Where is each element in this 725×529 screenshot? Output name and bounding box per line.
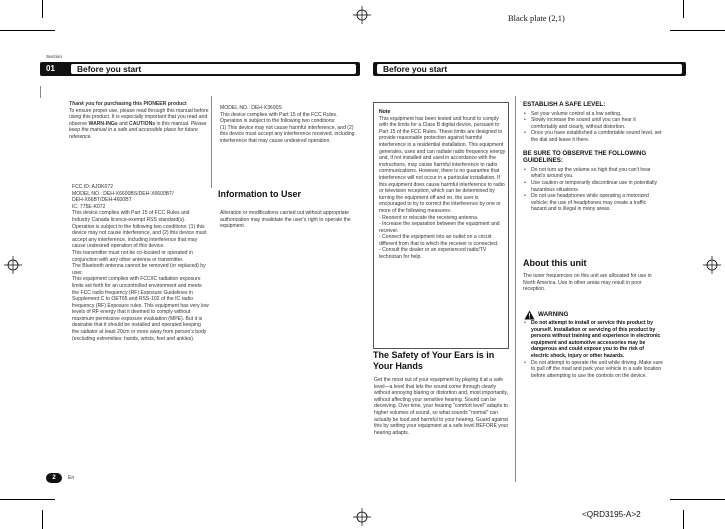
model-block bbox=[220, 105, 358, 145]
intro-thanks-line bbox=[69, 101, 209, 108]
fcc-line: The Bluetooth antenna cannot be removed (or replaced) by user. bbox=[72, 263, 206, 276]
list-item: • Set your volume control at a low setting. bbox=[523, 111, 663, 118]
crop-mark bbox=[670, 30, 725, 31]
note-measure: - Reorient or relocate the receiving antenna. bbox=[379, 214, 479, 221]
registration-mark-icon bbox=[353, 508, 371, 526]
safety-heading: The Safety of Your Ears is in Your Hands bbox=[373, 350, 495, 371]
footer-code: <QRD3195-A>2 bbox=[582, 510, 641, 519]
intro-cautions: CAUTIONs bbox=[129, 120, 156, 127]
fcc-line: This device complies with Part 15 of FCC Rules and Industry Canada licence-exempt RSS standard(s). Operation is subject to the following two conditions: (1) this device may not cause interference, and (2) this device must accept any interference, including interference that may cause undesired operation of this device. bbox=[72, 210, 207, 250]
list-item: • Do not turn up the volume so high that you can't hear what's around you. bbox=[523, 167, 663, 180]
section-number: 01 bbox=[46, 64, 55, 73]
observe-list bbox=[523, 167, 663, 213]
column-divider bbox=[211, 96, 212, 188]
about-unit-body: The tuner frequencies on this unit are allocated for use in North America. Use in other areas may result in poor reception. bbox=[523, 273, 652, 293]
warning-item-bold: Do not attempt to install or service this product by yourself. Installation or servicing of this product by persons without training and experience in electronic equipment and automotive accessories may be dangerous and could expose you to the risk of electric shock, injury or other hazards. bbox=[531, 320, 661, 359]
intro-block bbox=[69, 101, 209, 141]
intro-thanks: Thank you bbox=[69, 101, 95, 107]
list-item: • Slowly increase the sound until you can hear it comfortably and clearly, without distortion. bbox=[523, 117, 663, 130]
section-label: Section bbox=[46, 55, 62, 60]
list-item: • Do not attempt to operate the unit while driving. Make sure to pull off the road and park your vehicle in a safe location before attempting to use the controls on the device. bbox=[523, 360, 663, 380]
section-header-right bbox=[373, 62, 686, 76]
crop-mark bbox=[683, 0, 684, 18]
crop-mark bbox=[0, 499, 55, 500]
observe-heading: BE SURE TO OBSERVE THE FOLLOWING GUIDELINES: bbox=[523, 149, 647, 165]
note-body: This equipment has been tested and found to comply with the limits for a Class B digital device, pursuant to Part 15 of the FCC Rules. These limits are designed to provide reasonable protection against harmful interference in a residential installation. This equipment generates, uses and can radiate radio frequency energy and, if not installed and used in accordance with the instructions, may cause harmful interference to radio communications. However, there is no guarantee that interference will not occur in a particular installation. If this equipment does cause harmful interference to radio or television reception, which can be determined by turning the equipment off and on, the user is encouraged to try to correct the interference by one or more of the following measures: bbox=[379, 115, 506, 214]
crop-mark bbox=[42, 0, 43, 18]
fcc-block bbox=[72, 184, 209, 342]
note-measure: - Consult the dealer or an experienced radio/TV technician for help. bbox=[379, 247, 487, 261]
intro-warnings: WARN-INGs bbox=[88, 120, 118, 127]
intro-text: To ensure proper use, please read through this manual before using this product. It is especially important that you read and observe bbox=[69, 107, 209, 127]
fcc-line: This equipment complies with FCC/IC radiation exposure limits set forth for an uncontrolled environment and meets the FCC radio frequency (RF) Exposure Guidelines in Supplement C to OET65 and RSS-102 of the IC radio frequency (RF) Exposure rules. This equipment has very low levels of RF energy that it deemed to comply without maximum permissive exposure evaluation (MPE). But it is desirable that it should be installed and operated keeping the radiator at least 20cm or more away from person's body (excluding extremities: hands, wrists, feet and ankles). bbox=[72, 276, 209, 342]
list-item: • Do not use headphones while operating a motorized vehicle; the use of headphones may create a traffic hazard and is illegal in many areas. bbox=[523, 193, 663, 213]
model-line: (1) This device may not cause harmful interference, and (2) this device must accept any interference received, including interference that may cause undesired operation. bbox=[220, 124, 355, 144]
fcc-line: FCC ID: AJDK072 bbox=[72, 184, 114, 190]
warning-triangle-icon bbox=[524, 310, 535, 320]
registration-mark-icon bbox=[353, 6, 371, 24]
fcc-line: MODEL NO.: DEH-X6600BS/DEH-X6600BT/ bbox=[72, 190, 174, 197]
establish-heading: ESTABLISH A SAFE LEVEL: bbox=[523, 101, 606, 108]
note-measure: - Increase the separation between the equipment and receiver. bbox=[379, 221, 500, 234]
column-divider bbox=[40, 86, 41, 98]
warning-block bbox=[523, 320, 663, 379]
section-title-right: Before you start bbox=[383, 64, 448, 74]
info-to-user-body: Alteration or modifications carried out without appropriate authorization may invalidate the user's right to operate the equipment. bbox=[220, 210, 351, 230]
crop-mark bbox=[670, 499, 725, 500]
intro-keep-manual: Please keep the manual in a safe and accessible place for future reference. bbox=[69, 120, 207, 140]
section-title-left: Before you start bbox=[77, 64, 142, 74]
list-item: • Use caution or temporarily discontinue use in potentially hazardous situations. bbox=[523, 180, 663, 193]
section-title-pill bbox=[71, 64, 356, 74]
crop-mark bbox=[42, 510, 43, 529]
list-item: • Once you have established a comfortable sound level, set the dial and leave it there. bbox=[523, 130, 663, 143]
page-number: 2 bbox=[52, 474, 56, 481]
establish-list bbox=[523, 111, 663, 144]
plate-label: Black plate (2,1) bbox=[508, 13, 565, 23]
section-title-pill bbox=[377, 64, 682, 74]
intro-text: in this manual. bbox=[155, 120, 191, 127]
about-unit-heading: About this unit bbox=[523, 258, 587, 268]
fcc-line: This transmitter must not be co-located or operated in conjunction with any other antenna or transmitter. bbox=[72, 249, 193, 263]
crop-mark bbox=[0, 30, 55, 31]
list-item bbox=[523, 320, 663, 360]
safety-body: Get the most out of your equipment by playing it at a safe level—a level that lets the sound come through clearly without annoying blaring or distortion and, most importantly, without affecting your sensitive hearing. Sound can be deceiving. Over time, your hearing "comfort level" adapts to higher volumes of sound, so what sounds "normal" can actually be loud and harmful to your hearing. Guard against this by setting your equipment at a safe level BEFORE your hearing adapts. bbox=[374, 377, 509, 436]
note-measure: - Connect the equipment into an outlet on a circuit different from that to which the receiver is connected. bbox=[379, 234, 499, 247]
warning-list bbox=[523, 320, 663, 379]
intro-text: and bbox=[117, 120, 130, 127]
crop-mark bbox=[683, 510, 684, 529]
column-divider bbox=[515, 96, 516, 482]
note-title: Note bbox=[379, 109, 391, 115]
safe-level-block bbox=[523, 101, 663, 213]
section-header-left bbox=[40, 62, 360, 76]
model-line: MODEL NO.: DEH-X3600S bbox=[220, 105, 282, 111]
warning-label: WARNING bbox=[538, 311, 569, 318]
fcc-line: IC: 775E-K072 bbox=[72, 203, 106, 210]
intro-paragraph bbox=[69, 108, 209, 141]
registration-mark-icon bbox=[703, 256, 721, 274]
footer-lang: En bbox=[68, 475, 75, 481]
note-block bbox=[379, 109, 506, 261]
info-to-user-heading: Information to User bbox=[218, 189, 302, 199]
intro-purchase: for purchasing this PIONEER product bbox=[94, 101, 187, 107]
model-line: This device complies with Part 15 of the FCC Rules. Operation is subject to the following two conditions: bbox=[220, 111, 338, 125]
page-number-badge bbox=[46, 473, 62, 483]
registration-mark-icon bbox=[4, 256, 22, 274]
fcc-line: DEH-X66BT/DEH-4600BT bbox=[72, 197, 132, 204]
